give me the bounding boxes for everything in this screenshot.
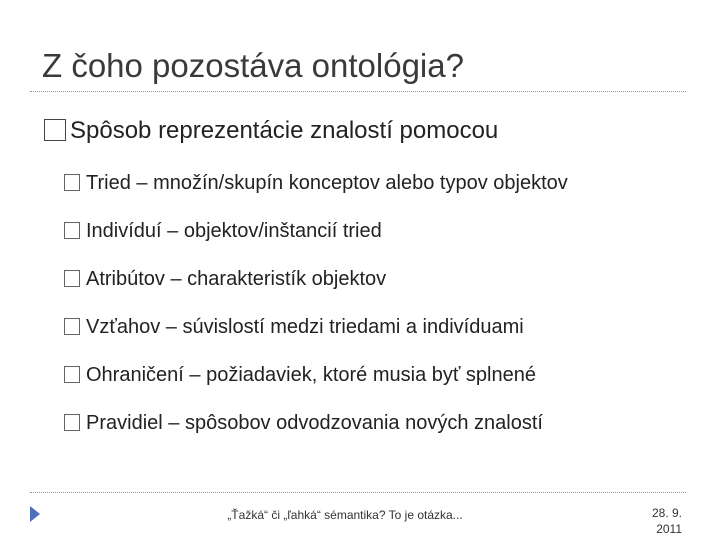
main-bullet [44, 116, 498, 146]
square-bullet-icon [64, 270, 80, 287]
sub-bullet-pravidiel [64, 410, 543, 436]
square-bullet-icon [64, 174, 80, 191]
sub-bullet-term: Ohraničení [86, 364, 184, 386]
footer-date-day: 28. 9. [651, 506, 682, 520]
sub-bullet-ohraniceni [64, 362, 536, 388]
sub-bullet-individui [64, 218, 382, 244]
sub-bullet-term: Atribútov [86, 268, 165, 290]
square-bullet-icon [64, 222, 80, 239]
play-triangle-icon[interactable] [30, 506, 40, 522]
footer-date [610, 505, 682, 537]
sub-bullet-desc: – súvislostí medzi triedami a indivíduami [165, 316, 524, 338]
sub-bullet-desc: – objektov/inštancií tried [167, 220, 382, 242]
footer-date-year: 2011 [656, 522, 682, 536]
sub-bullet-term: Pravidiel [86, 412, 163, 434]
sub-bullet-term: Vzťahov [86, 316, 161, 338]
sub-bullet-vztahov [64, 314, 524, 340]
footer-caption: „Ťažká“ či „ľahká“ sémantika? To je otázka... [227, 508, 463, 522]
square-bullet-icon [44, 119, 66, 141]
footer-divider [30, 492, 686, 493]
sub-bullet-desc: – charakteristík objektov [170, 268, 387, 290]
main-bullet-text: Spôsob reprezentácie znalostí pomocou [70, 117, 499, 144]
title-divider [30, 91, 686, 92]
sub-bullet-term: Tried [86, 172, 131, 194]
sub-bullet-desc: – spôsobov odvodzovania nových znalostí [168, 412, 543, 434]
sub-bullet-desc: – množín/skupín konceptov alebo typov objektov [136, 172, 568, 194]
sub-bullet-term: Indivíduí [86, 220, 162, 242]
sub-bullet-tried [64, 170, 568, 196]
slide-title: Z čoho pozostáva ontológia? [42, 47, 464, 84]
square-bullet-icon [64, 414, 80, 431]
sub-bullet-desc: – požiadaviek, ktoré musia byť splnené [189, 364, 536, 386]
sub-bullet-atributov [64, 266, 386, 292]
square-bullet-icon [64, 366, 80, 383]
square-bullet-icon [64, 318, 80, 335]
